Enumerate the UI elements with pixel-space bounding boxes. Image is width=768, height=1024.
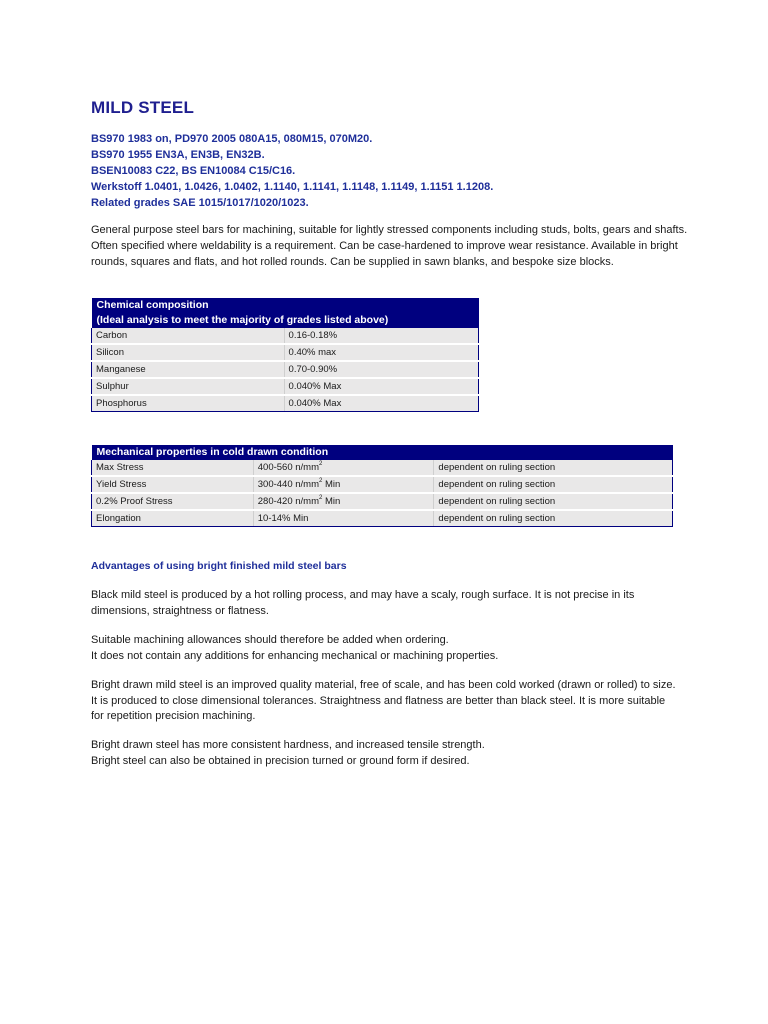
element-cell: Phosphorus	[92, 395, 285, 412]
advantages-paragraph	[91, 633, 681, 664]
value-cell: 0.16-0.18%	[284, 328, 478, 344]
table-row	[92, 328, 479, 344]
table-header-cell: Mechanical properties in cold drawn condition	[92, 445, 673, 460]
value-text: 300-440 n/mm	[257, 479, 320, 490]
spec-line: Related grades SAE 1015/1017/1020/1023.	[91, 197, 309, 209]
spec-line: BS970 1983 on, PD970 2005 080A15, 080M15, 070M20.	[91, 133, 373, 145]
spec-line: Werkstoff 1.0401, 1.0426, 1.0402, 1.1140, 1.1141, 1.1148, 1.1149, 1.1151 1.1208.	[91, 181, 494, 193]
table-row	[92, 344, 479, 361]
spec-list	[91, 131, 691, 211]
unit-superscript: 2	[319, 461, 323, 467]
paragraph-line: Bright steel can also be obtained in precision turned or ground form if desired.	[91, 754, 470, 767]
value-cell: 10-14% Min	[253, 510, 434, 527]
element-cell: Silicon	[92, 344, 285, 361]
unit-superscript: 2	[319, 495, 323, 501]
table-header-cell: (Ideal analysis to meet the majority of grades listed above)	[92, 313, 479, 328]
table-header-row	[92, 298, 479, 313]
spec-line: BS970 1955 EN3A, EN3B, EN32B.	[91, 149, 265, 161]
note-cell: dependent on ruling section	[434, 493, 673, 510]
mechanical-properties-table	[91, 445, 673, 527]
chemical-composition-table	[91, 298, 479, 412]
advantages-paragraph: Bright drawn mild steel is an improved quality material, free of scale, and has been cold worked (drawn or rolled) to size. It is produced to close dimensional tolerances. Straightness and flatness are better than black steel. It is more suitable for repetition precision machining.	[91, 679, 676, 722]
value-cell: 0.40% max	[284, 344, 478, 361]
paragraph-line: Suitable machining allowances should therefore be added when ordering.	[91, 634, 449, 646]
element-cell: Sulphur	[92, 378, 285, 395]
note-cell: dependent on ruling section	[434, 510, 673, 527]
value-cell: 0.70-0.90%	[284, 361, 478, 378]
property-cell: Max Stress	[92, 460, 254, 476]
table-row	[92, 476, 673, 493]
property-cell: Elongation	[92, 510, 254, 527]
value-suffix: Min	[322, 496, 341, 507]
element-cell: Carbon	[92, 328, 285, 344]
table-row	[92, 510, 673, 527]
table-header-row	[92, 445, 673, 460]
value-cell	[253, 476, 434, 493]
table-row	[92, 493, 673, 510]
table-row	[92, 460, 673, 476]
advantages-paragraph: Black mild steel is produced by a hot rolling process, and may have a scaly, rough surface. It is not precise in its dimensions, straightness or flatness.	[91, 589, 635, 617]
value-cell	[253, 493, 434, 510]
advantages-heading: Advantages of using bright finished mild steel bars	[91, 560, 347, 572]
value-suffix: Min	[322, 479, 341, 490]
paragraph-line: It does not contain any additions for enhancing mechanical or machining properties.	[91, 649, 499, 662]
value-cell: 0.040% Max	[284, 378, 478, 395]
advantages-paragraph	[91, 738, 681, 769]
spec-line: BSEN10083 C22, BS EN10084 C15/C16.	[91, 165, 296, 177]
property-cell: 0.2% Proof Stress	[92, 493, 254, 510]
unit-superscript: 2	[319, 478, 323, 484]
intro-paragraph: General purpose steel bars for machining, suitable for lightly stressed components including studs, bolts, gears and shafts. Often specified where weldability is a requirement. Can be case-hardened to improve wear resistance. Available in bright rounds, squares and flats, and hot rolled rounds. Can be supplied in sawn blanks, and bespoke size blocks.	[91, 224, 688, 268]
property-cell: Yield Stress	[92, 476, 254, 493]
value-cell	[253, 460, 434, 476]
table-header-cell: Chemical composition	[92, 298, 479, 313]
value-cell: 0.040% Max	[284, 395, 478, 412]
element-cell: Manganese	[92, 361, 285, 378]
table-header-row	[92, 313, 479, 328]
note-cell: dependent on ruling section	[434, 460, 673, 476]
value-text: 400-560 n/mm	[257, 462, 320, 473]
value-text: 280-420 n/mm	[257, 496, 320, 507]
table-row	[92, 361, 479, 378]
note-cell: dependent on ruling section	[434, 476, 673, 493]
table-row	[92, 378, 479, 395]
table-row	[92, 395, 479, 412]
page-title: MILD STEEL	[91, 98, 195, 117]
paragraph-line: Bright drawn steel has more consistent hardness, and increased tensile strength.	[91, 739, 485, 751]
